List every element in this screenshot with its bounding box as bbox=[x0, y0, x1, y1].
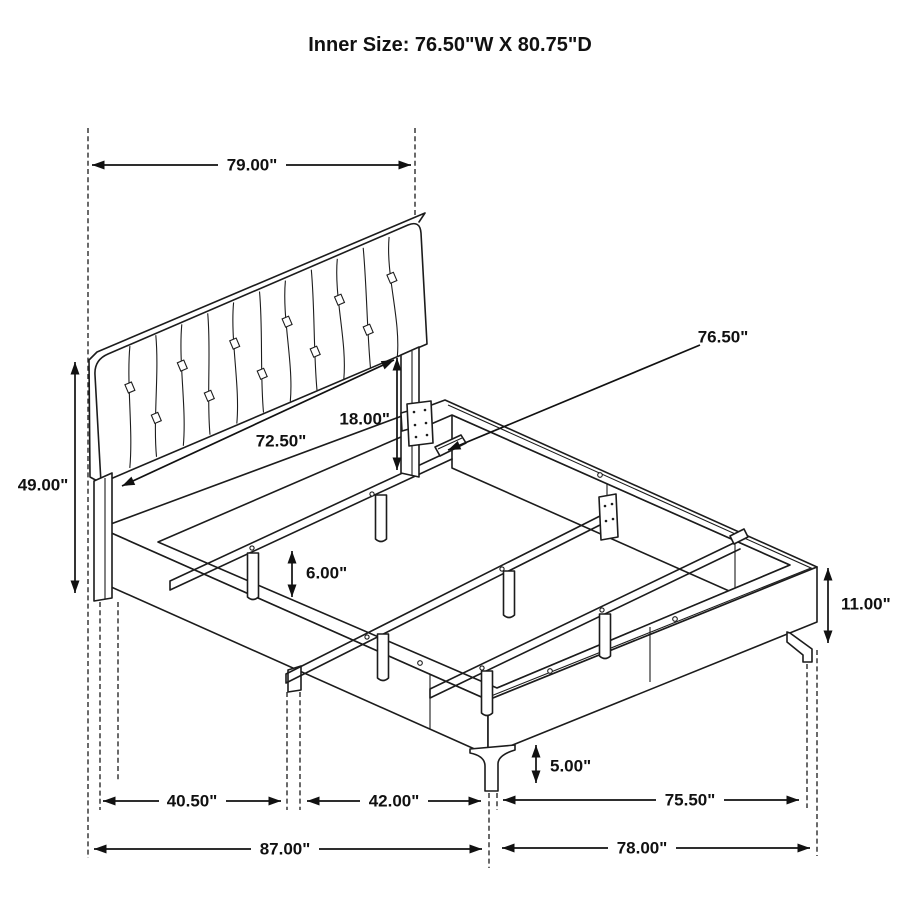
dim-label: 42.00" bbox=[368, 791, 420, 811]
front-corner-leg bbox=[470, 745, 515, 791]
dimension-slat-leg-height bbox=[292, 551, 347, 597]
dim-label: 79.00" bbox=[226, 155, 278, 175]
dimension-overall-front-span bbox=[94, 839, 482, 859]
dim-label: 75.50" bbox=[664, 790, 716, 810]
foot-rail-outer-face bbox=[488, 567, 817, 755]
headboard-left-leg bbox=[94, 473, 112, 601]
dim-label: 6.00" bbox=[306, 563, 348, 583]
dimension-annotations bbox=[18, 155, 891, 859]
dimension-frame-side-height bbox=[828, 568, 891, 643]
bed-frame-illustration bbox=[89, 213, 817, 791]
dim-label: 11.00" bbox=[841, 594, 891, 614]
dim-label: 76.50" bbox=[697, 327, 749, 347]
dimension-front-middle-section bbox=[307, 791, 481, 811]
dim-label: 78.00" bbox=[616, 838, 668, 858]
dimension-side-rail-span bbox=[503, 790, 799, 810]
dim-label: 40.50" bbox=[166, 791, 218, 811]
side-rail-outer-face bbox=[100, 528, 488, 755]
dimension-foot-leg-height bbox=[536, 745, 591, 783]
dimension-headboard-overall-width bbox=[92, 155, 411, 175]
diagram-title: Inner Size: 76.50"W X 80.75"D bbox=[308, 34, 592, 56]
dimension-front-left-section bbox=[103, 791, 281, 811]
dimension-overall-side-span bbox=[502, 838, 810, 858]
dim-label: 49.00" bbox=[17, 475, 69, 495]
dim-label: 5.00" bbox=[550, 756, 592, 776]
dim-label: 87.00" bbox=[259, 839, 311, 859]
dim-label: 18.00" bbox=[339, 409, 390, 429]
right-corner-leg bbox=[787, 632, 812, 662]
dimension-headboard-height bbox=[18, 362, 75, 593]
dim-label: 72.50" bbox=[255, 431, 307, 451]
dimension-slat-rail-length bbox=[448, 328, 748, 451]
